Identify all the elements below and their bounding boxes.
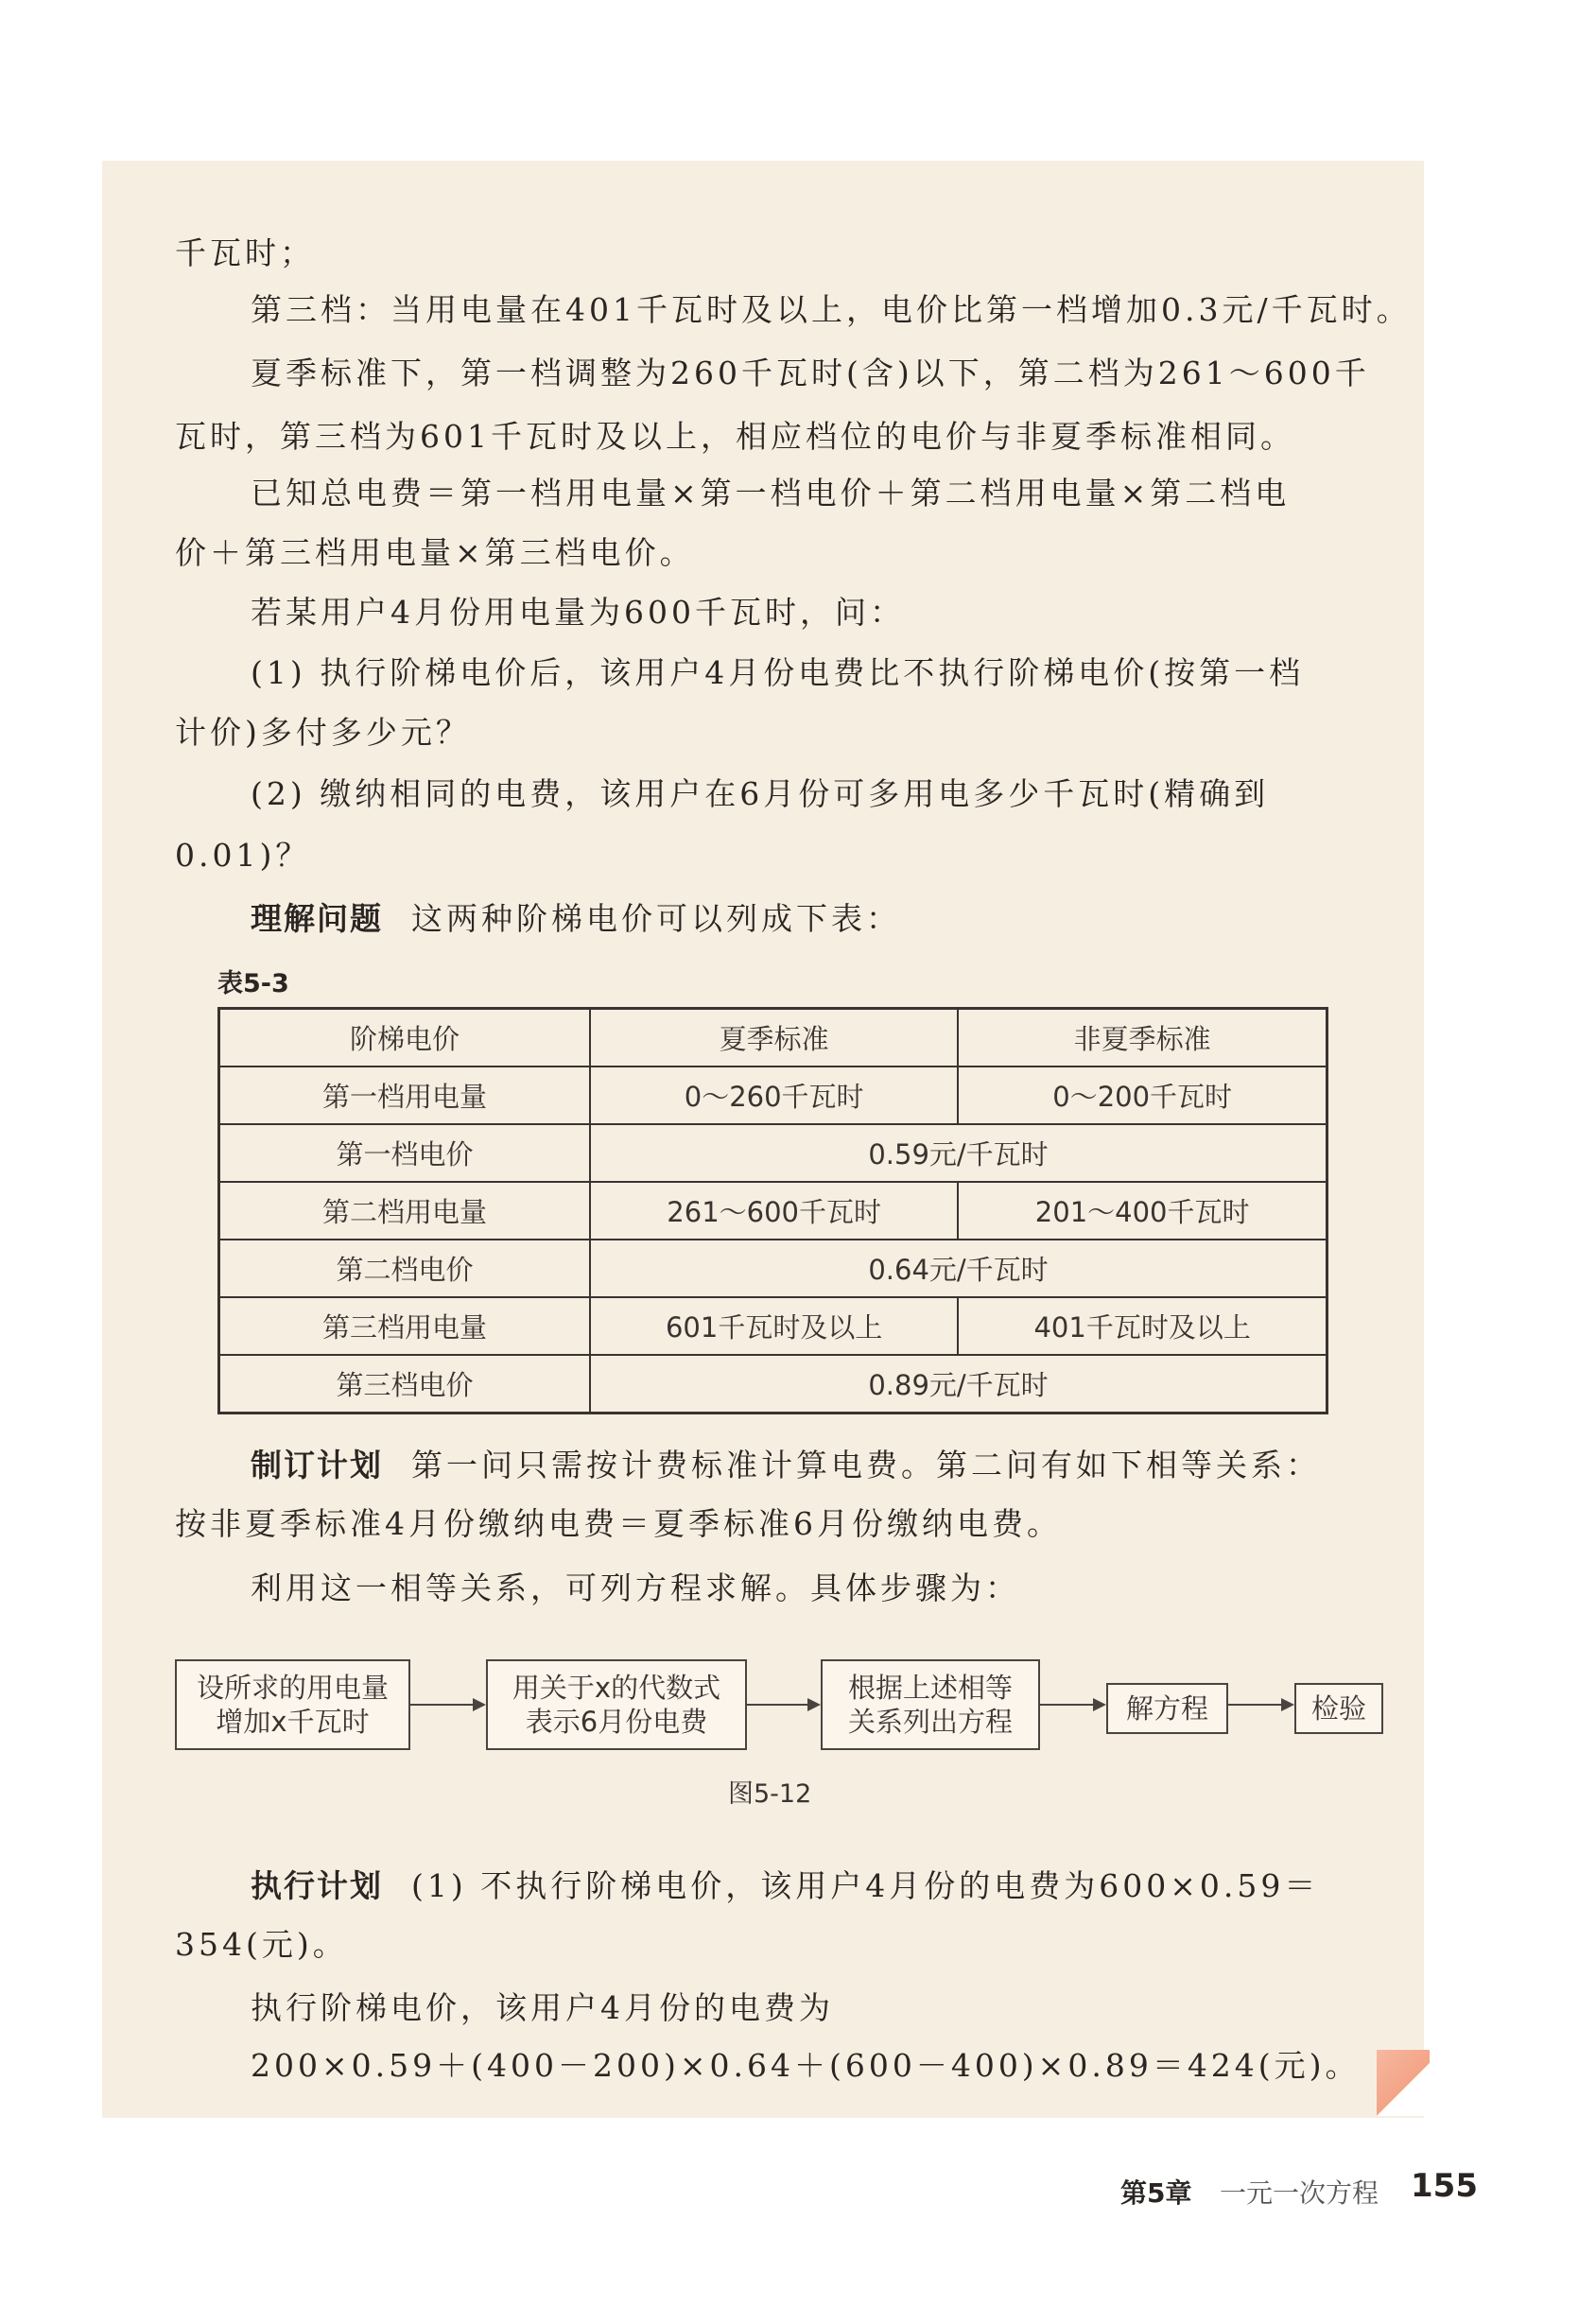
text-line: 利用这一相等关系，可列方程求解。具体步骤为： — [251, 1570, 1020, 1606]
table-cell: 0～260千瓦时 — [590, 1067, 958, 1124]
text-line: (2) 缴纳相同的电费，该用户在6月份可多用电多少千瓦时(精确到 — [251, 775, 1270, 812]
chapter-label: 第5章 — [1120, 2177, 1192, 2209]
text-line: 执行阶梯电价，该用户4月份的电费为 — [251, 1989, 834, 2026]
flow-arrow — [1038, 1704, 1104, 1706]
plan-paragraph — [251, 1447, 1321, 1484]
text-line: 夏季标准下，第一档调整为260千瓦时(含)以下，第二档为261～600千 — [251, 355, 1370, 391]
table-cell: 601千瓦时及以上 — [590, 1297, 958, 1355]
table-row — [219, 1124, 1327, 1182]
text-line: 计价)多付多少元？ — [175, 714, 471, 751]
flow-arrow — [1226, 1704, 1292, 1706]
header-cell: 阶梯电价 — [219, 1009, 591, 1067]
table-cell: 第一档电价 — [219, 1124, 591, 1182]
exec-paragraph — [251, 1867, 1319, 1905]
figure-caption: 图5-12 — [728, 1779, 812, 1809]
table-cell: 第二档用电量 — [219, 1182, 591, 1240]
text-line: 已知总电费＝第一档用电量×第一档电价＋第二档用电量×第二档电 — [251, 475, 1291, 512]
header-cell: 非夏季标准 — [958, 1009, 1327, 1067]
table-cell: 0～200千瓦时 — [958, 1067, 1327, 1124]
table-caption: 表5-3 — [217, 969, 289, 998]
table-cell: 261～600千瓦时 — [590, 1182, 958, 1240]
text-line: (1) 执行阶梯电价后，该用户4月份电费比不执行阶梯电价(按第一档 — [251, 654, 1305, 691]
text-line: 按非夏季标准4月份缴纳电费＝夏季标准6月份缴纳电费。 — [175, 1505, 1062, 1542]
text-line: 若某用户4月份用电量为600千瓦时，问： — [251, 594, 905, 631]
table-cell: 第一档用电量 — [219, 1067, 591, 1124]
flow-arrow — [745, 1704, 819, 1706]
table-row — [219, 1067, 1327, 1124]
table-cell: 201～400千瓦时 — [958, 1182, 1327, 1240]
table-cell: 第三档电价 — [219, 1355, 591, 1413]
flow-arrow — [408, 1704, 484, 1706]
table-row — [219, 1240, 1327, 1297]
table-cell: 0.59元/千瓦时 — [590, 1124, 1327, 1182]
text-line: 千瓦时； — [175, 234, 315, 271]
page-corner-fold — [1377, 2050, 1430, 2116]
flow-step-expression: 用关于x的代数式 表示6月份电费 — [486, 1659, 747, 1750]
table-cell: 0.64元/千瓦时 — [590, 1240, 1327, 1297]
chapter-title: 一元一次方程 — [1220, 2177, 1379, 2209]
header-cell: 夏季标准 — [590, 1009, 958, 1067]
text-line: 0.01)？ — [175, 837, 311, 874]
understand-paragraph — [251, 900, 901, 938]
flow-step-solve: 解方程 — [1106, 1683, 1228, 1734]
table-row — [219, 1297, 1327, 1355]
table-row — [219, 1355, 1327, 1413]
page-number: 155 — [1411, 2167, 1478, 2205]
plan-text: 第一问只需按计费标准计算电费。第二问有如下相等关系： — [411, 1447, 1321, 1483]
table-cell: 第二档电价 — [219, 1240, 591, 1297]
text-line: 价＋第三档用电量×第三档电价。 — [175, 534, 695, 571]
equation-line: 200×0.59＋(400－200)×0.64＋(600－400)×0.89＝424(元)。 — [251, 2047, 1361, 2084]
text-line: 354(元)。 — [175, 1926, 348, 1963]
exec-text: (1) 不执行阶梯电价，该用户4月份的电费为600×0.59＝ — [411, 1867, 1320, 1904]
table-cell: 0.89元/千瓦时 — [590, 1355, 1327, 1413]
flow-step-setup: 设所求的用电量 增加x千瓦时 — [175, 1659, 410, 1750]
understand-text: 这两种阶梯电价可以列成下表： — [411, 900, 901, 937]
table-header-row — [219, 1009, 1327, 1067]
table-cell: 第三档用电量 — [219, 1297, 591, 1355]
understand-heading: 理解问题 — [251, 900, 383, 937]
plan-heading: 制订计划 — [251, 1447, 383, 1483]
text-line: 第三档：当用电量在401千瓦时及以上，电价比第一档增加0.3元/千瓦时。 — [251, 291, 1412, 328]
tier-price-table — [217, 1007, 1328, 1414]
flow-step-check: 检验 — [1294, 1683, 1383, 1734]
table-row — [219, 1182, 1327, 1240]
table-cell: 401千瓦时及以上 — [958, 1297, 1327, 1355]
text-line: 瓦时，第三档为601千瓦时及以上，相应档位的电价与非夏季标准相同。 — [175, 418, 1295, 455]
exec-heading: 执行计划 — [251, 1867, 383, 1904]
flow-step-equation: 根据上述相等 关系列出方程 — [821, 1659, 1040, 1750]
